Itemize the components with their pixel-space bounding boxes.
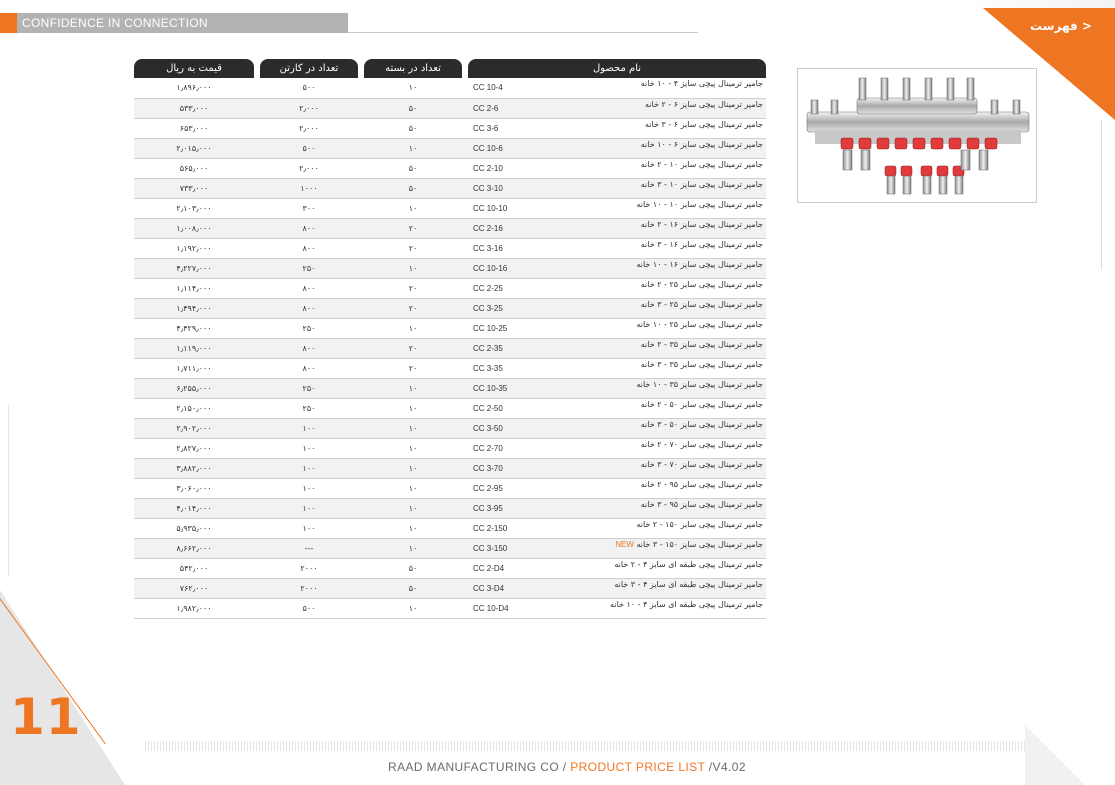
table-row bbox=[134, 498, 766, 518]
table-row bbox=[134, 178, 766, 198]
price-cell: ۴٫۲۲۷٫۰۰۰ bbox=[134, 258, 254, 278]
footer-version: /V4.02 bbox=[705, 760, 746, 774]
product-name-cell bbox=[516, 298, 766, 318]
table-row bbox=[134, 298, 766, 318]
table-header-row bbox=[134, 59, 766, 78]
product-name: جامپر ترمینال پیچی سایز ۱۶ - ۱۰ خانه bbox=[636, 259, 763, 269]
price-cell: ۴٫۰۱۴٫۰۰۰ bbox=[134, 498, 254, 518]
pack-cell: ۱۰ bbox=[364, 598, 462, 618]
product-code-cell: CC 3-25 bbox=[468, 298, 516, 318]
product-name: جامپر ترمینال پیچی سایز ۱۰ - ۲ خانه bbox=[640, 159, 763, 169]
carton-cell: ۱۰۰ bbox=[260, 458, 358, 478]
price-cell: ۱٫۱۹۲٫۰۰۰ bbox=[134, 238, 254, 258]
product-name: جامپر ترمینال پیچی سایز ۳۵ - ۲ خانه bbox=[640, 339, 763, 349]
carton-cell: ۸۰۰ bbox=[260, 358, 358, 378]
price-cell: ۲٫۸۲۷٫۰۰۰ bbox=[134, 438, 254, 458]
product-name-cell bbox=[516, 78, 766, 98]
price-cell: ۵۴۲٫۰۰۰ bbox=[134, 558, 254, 578]
product-name-cell bbox=[516, 158, 766, 178]
carton-cell: ۳۰۰ bbox=[260, 198, 358, 218]
table-row bbox=[134, 478, 766, 498]
pack-cell: ۲۰ bbox=[364, 238, 462, 258]
price-cell: ۷۳۳٫۰۰۰ bbox=[134, 178, 254, 198]
carton-cell: ۸۰۰ bbox=[260, 298, 358, 318]
product-name: جامپر ترمینال پیچی سایز ۵۰ - ۲ خانه bbox=[640, 399, 763, 409]
footer bbox=[388, 760, 746, 774]
price-cell: ۱٫۴۹۴٫۰۰۰ bbox=[134, 298, 254, 318]
price-cell: ۱٫۹۸۲٫۰۰۰ bbox=[134, 598, 254, 618]
product-name-cell bbox=[516, 478, 766, 498]
product-name-cell bbox=[516, 318, 766, 338]
carton-cell: ۲٫۰۰۰ bbox=[260, 158, 358, 178]
carton-cell: ۱۰۰ bbox=[260, 418, 358, 438]
pack-cell: ۱۰ bbox=[364, 478, 462, 498]
pack-cell: ۲۰ bbox=[364, 358, 462, 378]
pack-cell: ۱۰ bbox=[364, 498, 462, 518]
product-name: جامپر ترمینال پیچی طبقه ای سایز ۴ - ۱۰ خانه bbox=[610, 599, 763, 609]
page-number: 11 bbox=[10, 688, 82, 746]
table-row bbox=[134, 598, 766, 618]
table-row bbox=[134, 378, 766, 398]
column-header-carton: تعداد در کارتن bbox=[260, 59, 358, 78]
table-row bbox=[134, 418, 766, 438]
product-name-cell bbox=[516, 238, 766, 258]
pack-cell: ۱۰ bbox=[364, 378, 462, 398]
product-name: جامپر ترمینال پیچی سایز ۴ - ۱۰ خانه bbox=[640, 79, 763, 88]
pack-cell: ۱۰ bbox=[364, 318, 462, 338]
product-name: جامپر ترمینال پیچی طبقه ای سایز ۴ - ۲ خانه bbox=[614, 559, 763, 569]
pack-cell: ۵۰ bbox=[364, 118, 462, 138]
price-cell: ۶٫۲۵۵٫۰۰۰ bbox=[134, 378, 254, 398]
carton-cell: ۱۰۰ bbox=[260, 438, 358, 458]
header-tagline: CONFIDENCE IN CONNECTION bbox=[17, 13, 348, 33]
pack-cell: ۱۰ bbox=[364, 78, 462, 98]
table-row bbox=[134, 98, 766, 118]
price-cell: ۴٫۴۲۹٫۰۰۰ bbox=[134, 318, 254, 338]
pack-cell: ۲۰ bbox=[364, 338, 462, 358]
carton-cell: ۲٫۰۰۰ bbox=[260, 98, 358, 118]
header-divider bbox=[348, 32, 698, 33]
table-row bbox=[134, 398, 766, 418]
carton-cell: ۱۰۰ bbox=[260, 498, 358, 518]
product-name-cell bbox=[516, 458, 766, 478]
price-cell: ۲٫۹۰۲٫۰۰۰ bbox=[134, 418, 254, 438]
product-name: جامپر ترمینال پیچی سایز ۳۵ - ۱۰ خانه bbox=[636, 379, 763, 389]
table-row bbox=[134, 318, 766, 338]
product-name: جامپر ترمینال پیچی سایز ۷۰ - ۳ خانه bbox=[640, 459, 763, 469]
carton-cell: ۸۰۰ bbox=[260, 218, 358, 238]
price-cell: ۷۶۲٫۰۰۰ bbox=[134, 578, 254, 598]
product-name: جامپر ترمینال پیچی طبقه ای سایز ۴ - ۳ خانه bbox=[614, 579, 763, 589]
product-name: جامپر ترمینال پیچی سایز ۹۵ - ۲ خانه bbox=[640, 479, 763, 489]
table-row bbox=[134, 518, 766, 538]
product-code-cell: CC 2-D4 bbox=[468, 558, 516, 578]
product-name: جامپر ترمینال پیچی سایز ۶ - ۱۰ خانه bbox=[640, 139, 763, 149]
table-row bbox=[134, 238, 766, 258]
table-row bbox=[134, 438, 766, 458]
price-cell: ۵۳۳٫۰۰۰ bbox=[134, 98, 254, 118]
product-code-cell: CC 3-50 bbox=[468, 418, 516, 438]
pack-cell: ۱۰ bbox=[364, 398, 462, 418]
carton-cell: ۸۰۰ bbox=[260, 238, 358, 258]
pack-cell: ۲۰ bbox=[364, 218, 462, 238]
product-code-cell: CC 3-35 bbox=[468, 358, 516, 378]
product-name: جامپر ترمینال پیچی سایز ۳۵ - ۳ خانه bbox=[640, 359, 763, 369]
pack-cell: ۱۰ bbox=[364, 458, 462, 478]
product-code-cell: CC 2-150 bbox=[468, 518, 516, 538]
footer-corner-decoration bbox=[1025, 725, 1085, 785]
table-row bbox=[134, 218, 766, 238]
product-code-cell: CC 2-25 bbox=[468, 278, 516, 298]
product-name: جامپر ترمینال پیچی سایز ۲۵ - ۳ خانه bbox=[640, 299, 763, 309]
product-name: جامپر ترمینال پیچی سایز ۵۰ - ۳ خانه bbox=[640, 419, 763, 429]
product-name-cell bbox=[516, 138, 766, 158]
table-body bbox=[134, 78, 766, 618]
price-cell: ۱٫۰۰۸٫۰۰۰ bbox=[134, 218, 254, 238]
carton-cell: ۲۰۰۰ bbox=[260, 558, 358, 578]
price-cell: ۶۵۳٫۰۰۰ bbox=[134, 118, 254, 138]
product-name: جامپر ترمینال پیچی سایز ۶ - ۳ خانه bbox=[645, 119, 763, 129]
product-name: جامپر ترمینال پیچی سایز ۲۵ - ۱۰ خانه bbox=[636, 319, 763, 329]
table-row bbox=[134, 118, 766, 138]
price-cell: ۸٫۶۶۲٫۰۰۰ bbox=[134, 538, 254, 558]
price-cell: ۱٫۱۱۹٫۰۰۰ bbox=[134, 338, 254, 358]
new-badge: NEW bbox=[615, 539, 634, 549]
column-header-pack: تعداد در بسته bbox=[364, 59, 462, 78]
table-row bbox=[134, 138, 766, 158]
carton-cell: ۲٫۰۰۰ bbox=[260, 118, 358, 138]
price-cell: ۲٫۱۰۳٫۰۰۰ bbox=[134, 198, 254, 218]
table-row bbox=[134, 278, 766, 298]
carton-cell: ۱۰۰ bbox=[260, 478, 358, 498]
product-code-cell: CC 2-35 bbox=[468, 338, 516, 358]
product-name-cell bbox=[516, 118, 766, 138]
product-name: جامپر ترمینال پیچی سایز ۱۵۰ - ۲ خانه bbox=[636, 519, 763, 529]
product-code-cell: CC 2-95 bbox=[468, 478, 516, 498]
product-code-cell: CC 3-150 bbox=[468, 538, 516, 558]
product-name: جامپر ترمینال پیچی سایز ۱۶ - ۳ خانه bbox=[640, 239, 763, 249]
terminal-jumper-product-image bbox=[801, 72, 1035, 201]
table-row bbox=[134, 538, 766, 558]
product-name-cell bbox=[516, 598, 766, 618]
product-code-cell: CC 10-16 bbox=[468, 258, 516, 278]
product-name-cell bbox=[516, 398, 766, 418]
product-code-cell: CC 10-25 bbox=[468, 318, 516, 338]
table-row bbox=[134, 258, 766, 278]
price-cell: ۵٫۹۳۵٫۰۰۰ bbox=[134, 518, 254, 538]
footer-doc-title: PRODUCT PRICE LIST bbox=[570, 760, 706, 774]
product-code-cell: CC 2-70 bbox=[468, 438, 516, 458]
carton-cell: ۱۰۰ bbox=[260, 518, 358, 538]
pack-cell: ۱۰ bbox=[364, 138, 462, 158]
product-name-cell bbox=[516, 358, 766, 378]
product-code-cell: CC 3-95 bbox=[468, 498, 516, 518]
product-name-cell bbox=[516, 378, 766, 398]
product-name-cell bbox=[516, 98, 766, 118]
product-code-cell: CC 3-16 bbox=[468, 238, 516, 258]
product-name-cell bbox=[516, 558, 766, 578]
footer-hatch bbox=[145, 741, 1040, 751]
carton-cell: ۲۰۰۰ bbox=[260, 578, 358, 598]
carton-cell: ۲۵۰ bbox=[260, 378, 358, 398]
product-name-cell bbox=[516, 538, 766, 558]
pack-cell: ۱۰ bbox=[364, 258, 462, 278]
pack-cell: ۱۰ bbox=[364, 418, 462, 438]
pack-cell: ۲۰ bbox=[364, 298, 462, 318]
product-name: جامپر ترمینال پیچی سایز ۱۶ - ۲ خانه bbox=[640, 219, 763, 229]
table-row bbox=[134, 158, 766, 178]
table-row bbox=[134, 198, 766, 218]
pack-cell: ۱۰ bbox=[364, 438, 462, 458]
product-code-cell: CC 3-D4 bbox=[468, 578, 516, 598]
price-cell: ۱٫۸۹۶٫۰۰۰ bbox=[134, 78, 254, 98]
product-name: جامپر ترمینال پیچی سایز ۱۰ - ۱۰ خانه bbox=[636, 199, 763, 209]
product-name-cell bbox=[516, 578, 766, 598]
column-header-name: نام محصول bbox=[468, 59, 766, 78]
product-name: جامپر ترمینال پیچی سایز ۶ - ۲ خانه bbox=[645, 99, 763, 109]
price-cell: ۳٫۸۸۲٫۰۰۰ bbox=[134, 458, 254, 478]
carton-cell: ۲۵۰ bbox=[260, 398, 358, 418]
product-code-cell: CC 3-6 bbox=[468, 118, 516, 138]
product-name-cell bbox=[516, 278, 766, 298]
product-name: جامپر ترمینال پیچی سایز ۱۰ - ۳ خانه bbox=[640, 179, 763, 189]
product-name-cell bbox=[516, 198, 766, 218]
product-name-cell bbox=[516, 418, 766, 438]
product-code-cell: CC 2-6 bbox=[468, 98, 516, 118]
table-row bbox=[134, 358, 766, 378]
header-accent bbox=[0, 13, 17, 33]
pack-cell: ۱۰ bbox=[364, 198, 462, 218]
product-image-frame bbox=[797, 68, 1037, 203]
pack-cell: ۱۰ bbox=[364, 538, 462, 558]
index-link[interactable]: < فهرست bbox=[1030, 19, 1092, 33]
product-name: جامپر ترمینال پیچی سایز ۱۵۰ - ۳ خانه bbox=[636, 539, 763, 549]
pack-cell: ۵۰ bbox=[364, 578, 462, 598]
product-code-cell: CC 10-4 bbox=[468, 78, 516, 98]
carton-cell: --- bbox=[260, 538, 358, 558]
product-name: جامپر ترمینال پیچی سایز ۷۰ - ۲ خانه bbox=[640, 439, 763, 449]
table-row bbox=[134, 338, 766, 358]
product-code-cell: CC 2-16 bbox=[468, 218, 516, 238]
carton-cell: ۸۰۰ bbox=[260, 338, 358, 358]
carton-cell: ۵۰۰ bbox=[260, 598, 358, 618]
product-name-cell bbox=[516, 438, 766, 458]
product-code-cell: CC 2-10 bbox=[468, 158, 516, 178]
price-table bbox=[134, 59, 766, 619]
carton-cell: ۱۰۰۰ bbox=[260, 178, 358, 198]
price-cell: ۲٫۰۱۵٫۰۰۰ bbox=[134, 138, 254, 158]
product-code-cell: CC 3-10 bbox=[468, 178, 516, 198]
product-name: جامپر ترمینال پیچی سایز ۲۵ - ۲ خانه bbox=[640, 279, 763, 289]
product-code-cell: CC 3-70 bbox=[468, 458, 516, 478]
price-cell: ۵۶۵٫۰۰۰ bbox=[134, 158, 254, 178]
carton-cell: ۲۵۰ bbox=[260, 318, 358, 338]
carton-cell: ۵۰۰ bbox=[260, 138, 358, 158]
pack-cell: ۲۰ bbox=[364, 278, 462, 298]
pack-cell: ۵۰ bbox=[364, 98, 462, 118]
price-cell: ۱٫۷۱۱٫۰۰۰ bbox=[134, 358, 254, 378]
table-row bbox=[134, 578, 766, 598]
table-row bbox=[134, 78, 766, 98]
product-name: جامپر ترمینال پیچی سایز ۹۵ - ۳ خانه bbox=[640, 499, 763, 509]
product-name-cell bbox=[516, 178, 766, 198]
page-edge-line bbox=[1101, 120, 1102, 270]
product-name-cell bbox=[516, 258, 766, 278]
pack-cell: ۱۰ bbox=[364, 518, 462, 538]
product-code-cell: CC 10-6 bbox=[468, 138, 516, 158]
carton-cell: ۸۰۰ bbox=[260, 278, 358, 298]
table-row bbox=[134, 458, 766, 478]
column-header-price: قیمت به ریال bbox=[134, 59, 254, 78]
product-code-cell: CC 2-50 bbox=[468, 398, 516, 418]
side-divider bbox=[8, 405, 9, 575]
pack-cell: ۵۰ bbox=[364, 158, 462, 178]
product-name-cell bbox=[516, 498, 766, 518]
product-code-cell: CC 10-35 bbox=[468, 378, 516, 398]
table-row bbox=[134, 558, 766, 578]
pack-cell: ۵۰ bbox=[364, 178, 462, 198]
price-cell: ۳٫۰۶۰٫۰۰۰ bbox=[134, 478, 254, 498]
product-code-cell: CC 10-D4 bbox=[468, 598, 516, 618]
carton-cell: ۵۰۰ bbox=[260, 78, 358, 98]
product-name-cell bbox=[516, 338, 766, 358]
product-name-cell bbox=[516, 518, 766, 538]
product-name-cell bbox=[516, 218, 766, 238]
price-cell: ۱٫۱۱۴٫۰۰۰ bbox=[134, 278, 254, 298]
pack-cell: ۵۰ bbox=[364, 558, 462, 578]
price-cell: ۲٫۱۵۰٫۰۰۰ bbox=[134, 398, 254, 418]
product-code-cell: CC 10-10 bbox=[468, 198, 516, 218]
carton-cell: ۲۵۰ bbox=[260, 258, 358, 278]
footer-company: RAAD MANUFACTURING CO / bbox=[388, 760, 571, 774]
